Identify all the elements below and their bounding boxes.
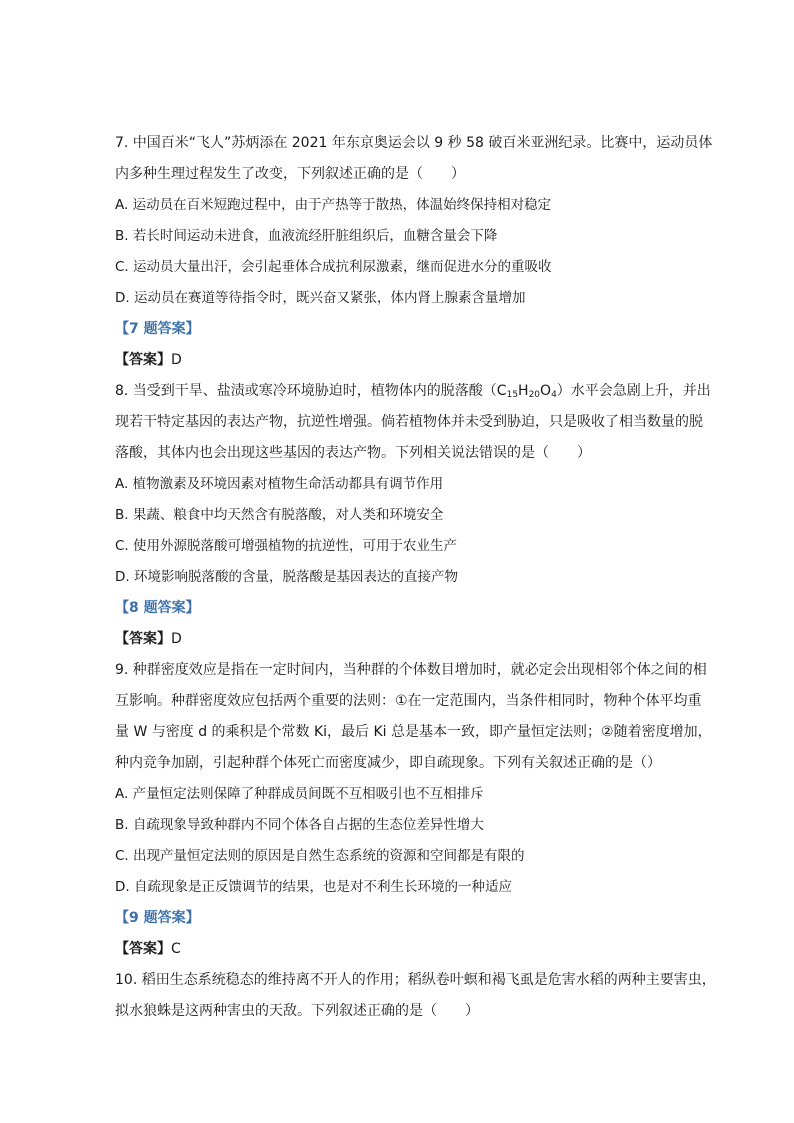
question-7-option-b: B. 若长时间运动未进食，血液流经肝脏组织后，血糖含量会下降 xyxy=(115,228,498,244)
answer-label: 【答案】 xyxy=(115,352,171,368)
answer-value: C xyxy=(171,941,181,957)
formula-element-o: O xyxy=(540,383,552,399)
question-8-answer xyxy=(115,624,685,655)
question-9-stem-line-4: 种内竞争加剧，引起种群个体死亡而密度减少，即自疏现象。下列有关叙述正确的是（） xyxy=(115,755,661,771)
question-8-stem-part-a: 8. 当受到干旱、盐渍或寒冷环境胁迫时，植物体内的脱落酸（C xyxy=(115,383,507,399)
question-8-stem-line-3: 落酸，其体内也会出现这些基因的表达产物。下列相关说法错误的是（ ） xyxy=(115,445,591,461)
question-8 xyxy=(115,376,711,655)
question-10-stem-line-2: 拟水狼蛛是这两种害虫的天敌。下列叙述正确的是（ ） xyxy=(115,1003,479,1019)
question-8-option-d: D. 环境影响脱落酸的含量，脱落酸是基因表达的直接产物 xyxy=(115,569,458,585)
answer-value: D xyxy=(171,352,182,368)
question-7 xyxy=(115,128,713,376)
page-content xyxy=(115,128,716,1027)
question-9-stem-line-3: 量 W 与密度 d 的乘积是个常数 Ki，最后 Ki 总是基本一致，即产量恒定法则；②随着密度增加， xyxy=(115,724,712,740)
question-9 xyxy=(115,655,712,965)
answer-label: 【答案】 xyxy=(115,631,171,647)
question-10-stem-line-1: 10. 稻田生态系统稳态的维持离不开人的作用；稻纵卷叶螟和褐飞虱是危害水稻的两种主要害虫， xyxy=(115,972,716,988)
question-9-answer-tag: 【9 题答案】 xyxy=(115,910,200,926)
question-9-option-d: D. 自疏现象是正反馈调节的结果，也是对不利生长环境的一种适应 xyxy=(115,879,512,895)
question-7-stem-line-1: 7. 中国百米“飞人”苏炳添在 2021 年东京奥运会以 9 秒 58 破百米亚洲纪录。比赛中，运动员体 xyxy=(115,135,713,151)
formula-subscript-c: 15 xyxy=(506,390,519,400)
question-7-option-d: D. 运动员在赛道等待指令时，既兴奋又紧张，体内肾上腺素含量增加 xyxy=(115,290,526,306)
question-9-stem-line-1: 9. 种群密度效应是指在一定时间内，当种群的个体数目增加时，就必定会出现相邻个体之间的相 xyxy=(115,662,707,678)
question-7-option-a: A. 运动员在百米短跑过程中，由于产热等于散热，体温始终保持相对稳定 xyxy=(115,197,552,213)
question-8-stem-line-2: 现若干特定基因的表达产物，抗逆性增强。倘若植物体并未受到胁迫，只是吸收了相当数量的脱 xyxy=(115,414,703,430)
question-8-option-c: C. 使用外源脱落酸可增强植物的抗逆性，可用于农业生产 xyxy=(115,538,458,554)
question-9-option-b: B. 自疏现象导致种群内不同个体各自占据的生态位差异性增大 xyxy=(115,817,484,833)
formula-subscript-h: 20 xyxy=(528,390,541,400)
question-8-option-b: B. 果蔬、粮食中均天然含有脱落酸，对人类和环境安全 xyxy=(115,507,444,523)
answer-label: 【答案】 xyxy=(115,941,171,957)
question-9-option-c: C. 出现产量恒定法则的原因是自然生态系统的资源和空间都是有限的 xyxy=(115,848,525,864)
question-8-option-a: A. 植物激素及环境因素对植物生命活动都具有调节作用 xyxy=(115,476,444,492)
question-7-answer xyxy=(115,345,685,376)
question-7-stem-line-2: 内多种生理过程发生了改变，下列叙述正确的是（ ） xyxy=(115,166,465,182)
formula-element-h: H xyxy=(518,383,529,399)
question-9-stem-line-2: 互影响。种群密度效应包括两个重要的法则：①在一定范围内，当条件相同时，物种个体平均重 xyxy=(115,693,702,709)
question-10 xyxy=(115,965,716,1027)
question-9-option-a: A. 产量恒定法则保障了种群成员间既不互相吸引也不互相排斥 xyxy=(115,786,484,802)
formula-subscript-o: 4 xyxy=(551,390,557,400)
question-8-stem-part-d: ）水平会急剧上升，并出 xyxy=(556,383,711,399)
answer-value: D xyxy=(171,631,182,647)
question-7-option-c: C. 运动员大量出汗，会引起垂体合成抗利尿激素，继而促进水分的重吸收 xyxy=(115,259,552,275)
question-7-answer-tag: 【7 题答案】 xyxy=(115,321,200,337)
question-8-stem-line-1 xyxy=(115,376,711,407)
question-9-answer xyxy=(115,934,685,965)
question-8-answer-tag: 【8 题答案】 xyxy=(115,600,200,616)
